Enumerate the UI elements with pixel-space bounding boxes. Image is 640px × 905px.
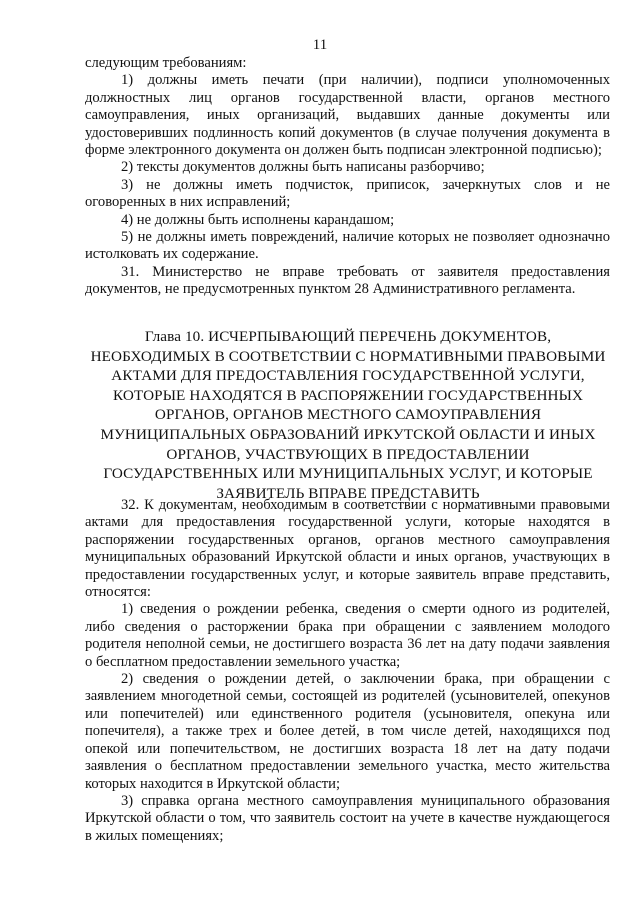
paragraph-item-2: 2) сведения о рождении детей, о заключении брака, при обращении с заявлением многодетной семьи, состоящей из родителей (усыновителей, опекунов или попечителей) или единственного родителя (усыновителя, опекуна или попечителя), а также трех и более детей, в том числе детей, находящихся под опекой или попечительством, не достигших возраста 18 лет на дату подачи заявления о бесплатном предоставлении земельного участка, место жительства которых находится в Иркутской области;: [85, 671, 610, 792]
bottom-text-block: [85, 497, 610, 845]
heading-line: НЕОБХОДИМЫХ В СООТВЕТСТВИИ С НОРМАТИВНЫМИ ПРАВОВЫМИ: [90, 347, 606, 365]
top-text-block: [85, 55, 610, 299]
paragraph-requirement-4: 4) не должны быть исполнены карандашом;: [121, 211, 395, 228]
heading-line: Глава 10. ИСЧЕРПЫВАЮЩИЙ ПЕРЕЧЕНЬ ДОКУМЕНТОВ,: [144, 328, 552, 345]
paragraph-requirement-3: 3) не должны иметь подчисток, приписок, зачеркнутых слов и не оговоренных в них исправлений;: [85, 176, 610, 211]
heading-line: ОРГАНОВ, УЧАСТВУЮЩИХ В ПРЕДОСТАВЛЕНИИ: [166, 445, 530, 463]
paragraph-item-3: 3) справка органа местного самоуправления муниципального образования Иркутской области о том, что заявитель состоит на учете в качестве нуждающегося в жилых помещениях;: [85, 792, 610, 844]
paragraph-requirement-2: 2) тексты документов должны быть написаны разборчиво;: [121, 159, 485, 176]
paragraph-continuation: следующим требованиям:: [85, 55, 247, 71]
paragraph-requirement-5: 5) не должны иметь повреждений, наличие которых не позволяет однозначно истолковать их содержание.: [85, 229, 610, 263]
chapter-heading: [78, 327, 618, 503]
heading-line: КОТОРЫЕ НАХОДЯТСЯ В РАСПОРЯЖЕНИИ ГОСУДАРСТВЕННЫХ: [112, 386, 584, 404]
heading-line: ГОСУДАРСТВЕННЫХ ИЛИ МУНИЦИПАЛЬНЫХ УСЛУГ, И КОТОРЫЕ: [103, 465, 593, 483]
paragraph-clause-31: 31. Министерство не вправе требовать от заявителя предоставления документов, не предусмотренных пунктом 28 Административного регламента.: [85, 263, 610, 298]
heading-line: АКТАМИ ДЛЯ ПРЕДОСТАВЛЕНИЯ ГОСУДАРСТВЕННОЙ УСЛУГИ,: [111, 367, 585, 385]
heading-line: ЗАЯВИТЕЛЬ ВПРАВЕ ПРЕДСТАВИТЬ: [216, 484, 480, 502]
heading-line: ОРГАНОВ, ОРГАНОВ МЕСТНОГО САМОУПРАВЛЕНИЯ: [154, 406, 542, 424]
heading-line: МУНИЦИПАЛЬНЫХ ОБРАЗОВАНИЙ ИРКУТСКОЙ ОБЛАСТИ И ИНЫХ: [100, 425, 596, 443]
paragraph-item-1: 1) сведения о рождении ребенка, сведения о смерти одного из родителей, либо сведения о расторжении брака при обращении с заявлением молодого родителя неполной семьи, не достигшего возраста 36 лет на дату подачи заявления о бесплатном предоставлении земельного участка;: [85, 601, 610, 670]
page-number: 11: [312, 37, 328, 53]
paragraph-requirement-1: 1) должны иметь печати (при наличии), подписи уполномоченных должностных лиц органов государственной власти, органов местного самоуправления, иных организаций, выдавших данные документы или удостоверивших подлинность копий документов (в случае получения документа в форме электронного документа он должен быть подписан электронной подписью);: [85, 72, 610, 159]
paragraph-clause-32: 32. К документам, необходимым в соответствии с нормативными правовыми актами для предоставления государственной услуги, которые находятся в распоряжении государственных органов, органов местного самоуправления муниципальных образований Иркутской области и иных органов, участвующих в предоставлении государственных услуг, и которые заявитель вправе представить, относятся:: [85, 497, 610, 601]
